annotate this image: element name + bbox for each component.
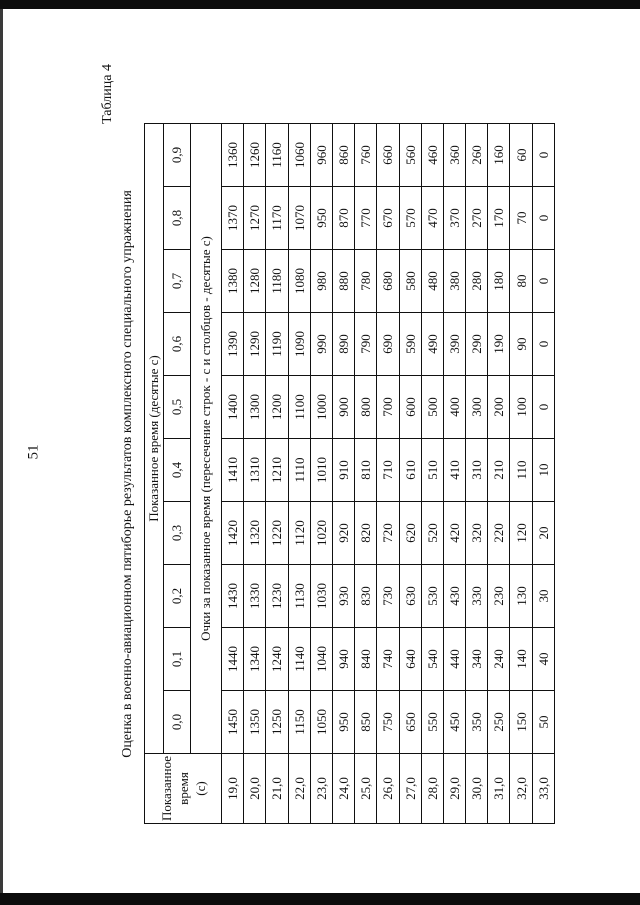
table-row (399, 123, 421, 823)
score-cell: 950 (310, 187, 332, 250)
score-cell: 310 (466, 439, 488, 502)
score-cell: 400 (443, 376, 465, 439)
score-cell: 750 (377, 691, 399, 754)
score-cell: 20 (532, 502, 554, 565)
time-cell: 25,0 (355, 754, 377, 824)
score-cell: 270 (466, 187, 488, 250)
score-cell: 420 (443, 502, 465, 565)
score-cell: 1210 (266, 439, 288, 502)
tenths-header-cell: 0,4 (164, 439, 191, 502)
score-cell: 820 (355, 502, 377, 565)
score-cell: 1350 (244, 691, 266, 754)
score-cell: 990 (310, 313, 332, 376)
score-cell: 850 (355, 691, 377, 754)
row-header-line: Показанное (158, 755, 174, 821)
score-cell: 1420 (222, 502, 244, 565)
score-cell: 190 (488, 313, 510, 376)
time-cell: 24,0 (332, 754, 354, 824)
score-cell: 870 (332, 187, 354, 250)
score-cell: 180 (488, 250, 510, 313)
score-cell: 0 (532, 313, 554, 376)
time-cell: 22,0 (288, 754, 310, 824)
score-cell: 1450 (222, 691, 244, 754)
score-cell: 730 (377, 565, 399, 628)
score-cell: 890 (332, 313, 354, 376)
score-cell: 860 (332, 123, 354, 186)
score-cell: 1100 (288, 376, 310, 439)
score-cell: 140 (510, 628, 532, 691)
score-cell: 1370 (222, 187, 244, 250)
score-cell: 670 (377, 187, 399, 250)
score-cell: 1110 (288, 439, 310, 502)
score-cell: 50 (532, 691, 554, 754)
score-cell: 1020 (310, 502, 332, 565)
score-cell: 250 (488, 691, 510, 754)
score-cell: 1030 (310, 565, 332, 628)
score-cell: 840 (355, 628, 377, 691)
table-row (244, 123, 266, 823)
score-cell: 610 (399, 439, 421, 502)
score-cell: 480 (421, 250, 443, 313)
scan-border-left (0, 9, 3, 893)
score-cell: 960 (310, 123, 332, 186)
table-row (532, 123, 554, 823)
score-cell: 490 (421, 313, 443, 376)
score-cell: 0 (532, 123, 554, 186)
score-cell: 560 (399, 123, 421, 186)
score-cell: 1220 (266, 502, 288, 565)
score-cell: 170 (488, 187, 510, 250)
score-cell: 470 (421, 187, 443, 250)
score-cell: 660 (377, 123, 399, 186)
score-cell: 370 (443, 187, 465, 250)
time-cell: 30,0 (466, 754, 488, 824)
score-cell: 1090 (288, 313, 310, 376)
score-cell: 1190 (266, 313, 288, 376)
score-cell: 80 (510, 250, 532, 313)
score-cell: 1250 (266, 691, 288, 754)
score-cell: 630 (399, 565, 421, 628)
score-cell: 1270 (244, 187, 266, 250)
score-cell: 1060 (288, 123, 310, 186)
score-cell: 1130 (288, 565, 310, 628)
score-cell: 1120 (288, 502, 310, 565)
score-cell: 460 (421, 123, 443, 186)
score-cell: 240 (488, 628, 510, 691)
score-cell: 340 (466, 628, 488, 691)
scan-border-top (0, 0, 640, 9)
score-cell: 1150 (288, 691, 310, 754)
score-cell: 1180 (266, 250, 288, 313)
table-row (421, 123, 443, 823)
score-cell: 0 (532, 187, 554, 250)
score-cell: 1230 (266, 565, 288, 628)
rotated-page-content (100, 64, 551, 824)
score-cell: 90 (510, 313, 532, 376)
table-row (510, 123, 532, 823)
score-cell: 110 (510, 439, 532, 502)
score-cell: 520 (421, 502, 443, 565)
score-cell: 30 (532, 565, 554, 628)
time-cell: 33,0 (532, 754, 554, 824)
score-cell: 350 (466, 691, 488, 754)
score-cell: 540 (421, 628, 443, 691)
table-row (288, 123, 310, 823)
score-cell: 230 (488, 565, 510, 628)
score-cell: 1010 (310, 439, 332, 502)
score-cell: 300 (466, 376, 488, 439)
score-cell: 1290 (244, 313, 266, 376)
tenths-header-cell: 0,8 (164, 187, 191, 250)
score-cell: 120 (510, 502, 532, 565)
row-header-line: (с) (192, 781, 208, 796)
score-cell: 600 (399, 376, 421, 439)
table-row (266, 123, 288, 823)
page-number: 51 (25, 444, 42, 460)
score-cell: 160 (488, 123, 510, 186)
score-cell: 950 (332, 691, 354, 754)
score-cell: 740 (377, 628, 399, 691)
score-cell: 500 (421, 376, 443, 439)
score-cell: 800 (355, 376, 377, 439)
score-cell: 1430 (222, 565, 244, 628)
time-cell: 21,0 (266, 754, 288, 824)
table-label: Таблица 4 (100, 64, 115, 124)
column-group-header: Показанное время (десятые с) (145, 123, 164, 753)
score-cell: 1260 (244, 123, 266, 186)
score-cell: 60 (510, 123, 532, 186)
score-cell: 940 (332, 628, 354, 691)
table-title: Оценка в военно-авиационном пятиборье результатов комплексного специального упражнения (120, 190, 135, 758)
table-subtitle: Очки за показанное время (пересечение строк - с и столбцов - десятые с) (191, 123, 222, 753)
tenths-header-cell: 0,1 (164, 628, 191, 691)
score-cell: 1170 (266, 187, 288, 250)
score-cell: 1080 (288, 250, 310, 313)
score-cell: 680 (377, 250, 399, 313)
tenths-header-cell: 0,7 (164, 250, 191, 313)
score-cell: 510 (421, 439, 443, 502)
score-cell: 830 (355, 565, 377, 628)
score-cell: 430 (443, 565, 465, 628)
score-cell: 780 (355, 250, 377, 313)
tenths-header-cell: 0,5 (164, 376, 191, 439)
score-cell: 770 (355, 187, 377, 250)
time-cell: 28,0 (421, 754, 443, 824)
score-cell: 1000 (310, 376, 332, 439)
score-cell: 700 (377, 376, 399, 439)
score-cell: 930 (332, 565, 354, 628)
score-cell: 620 (399, 502, 421, 565)
time-cell: 31,0 (488, 754, 510, 824)
row-header-cell (145, 754, 222, 824)
score-cell: 1410 (222, 439, 244, 502)
tenths-header-row (164, 123, 191, 823)
score-cell: 100 (510, 376, 532, 439)
tenths-header-cell: 0,3 (164, 502, 191, 565)
score-cell: 200 (488, 376, 510, 439)
time-cell: 29,0 (443, 754, 465, 824)
score-cell: 220 (488, 502, 510, 565)
time-cell: 26,0 (377, 754, 399, 824)
score-cell: 1340 (244, 628, 266, 691)
time-cell: 20,0 (244, 754, 266, 824)
score-cell: 1380 (222, 250, 244, 313)
time-cell: 32,0 (510, 754, 532, 824)
score-cell: 0 (532, 376, 554, 439)
scan-border-bottom (0, 893, 640, 905)
score-cell: 280 (466, 250, 488, 313)
score-cell: 790 (355, 313, 377, 376)
score-cell: 570 (399, 187, 421, 250)
time-cell: 23,0 (310, 754, 332, 824)
score-cell: 1240 (266, 628, 288, 691)
score-cell: 880 (332, 250, 354, 313)
score-cell: 150 (510, 691, 532, 754)
table-row (488, 123, 510, 823)
score-cell: 760 (355, 123, 377, 186)
score-cell: 130 (510, 565, 532, 628)
score-cell: 1160 (266, 123, 288, 186)
score-cell: 1300 (244, 376, 266, 439)
tenths-header-cell: 0,9 (164, 123, 191, 186)
table-row (222, 123, 244, 823)
score-cell: 330 (466, 565, 488, 628)
score-cell: 720 (377, 502, 399, 565)
score-cell: 410 (443, 439, 465, 502)
score-cell: 210 (488, 439, 510, 502)
score-cell: 810 (355, 439, 377, 502)
score-cell: 1310 (244, 439, 266, 502)
time-cell: 19,0 (222, 754, 244, 824)
score-cell: 980 (310, 250, 332, 313)
table-body (222, 123, 555, 823)
score-cell: 1280 (244, 250, 266, 313)
tenths-header-cell: 0,6 (164, 313, 191, 376)
table-row (377, 123, 399, 823)
score-cell: 530 (421, 565, 443, 628)
score-cell: 1390 (222, 313, 244, 376)
table-row (355, 123, 377, 823)
score-cell: 1360 (222, 123, 244, 186)
score-cell: 1200 (266, 376, 288, 439)
score-cell: 650 (399, 691, 421, 754)
score-cell: 550 (421, 691, 443, 754)
score-cell: 360 (443, 123, 465, 186)
score-cell: 690 (377, 313, 399, 376)
score-cell: 260 (466, 123, 488, 186)
score-cell: 1070 (288, 187, 310, 250)
tenths-header-cell: 0,0 (164, 691, 191, 754)
score-cell: 1330 (244, 565, 266, 628)
table-row (310, 123, 332, 823)
score-cell: 1040 (310, 628, 332, 691)
score-cell: 1320 (244, 502, 266, 565)
score-cell: 290 (466, 313, 488, 376)
score-cell: 450 (443, 691, 465, 754)
score-cell: 1050 (310, 691, 332, 754)
score-cell: 640 (399, 628, 421, 691)
tenths-header-cell: 0,2 (164, 565, 191, 628)
score-cell: 910 (332, 439, 354, 502)
score-cell: 900 (332, 376, 354, 439)
score-cell: 1440 (222, 628, 244, 691)
score-cell: 440 (443, 628, 465, 691)
score-cell: 10 (532, 439, 554, 502)
score-cell: 0 (532, 250, 554, 313)
score-cell: 920 (332, 502, 354, 565)
table-row (466, 123, 488, 823)
row-header-line: время (175, 772, 191, 805)
score-cell: 710 (377, 439, 399, 502)
score-cell: 320 (466, 502, 488, 565)
score-cell: 70 (510, 187, 532, 250)
table-row (332, 123, 354, 823)
table-row (443, 123, 465, 823)
score-table (144, 123, 555, 824)
score-cell: 590 (399, 313, 421, 376)
score-cell: 580 (399, 250, 421, 313)
score-cell: 1400 (222, 376, 244, 439)
score-cell: 380 (443, 250, 465, 313)
score-cell: 40 (532, 628, 554, 691)
score-cell: 1140 (288, 628, 310, 691)
time-cell: 27,0 (399, 754, 421, 824)
score-cell: 390 (443, 313, 465, 376)
